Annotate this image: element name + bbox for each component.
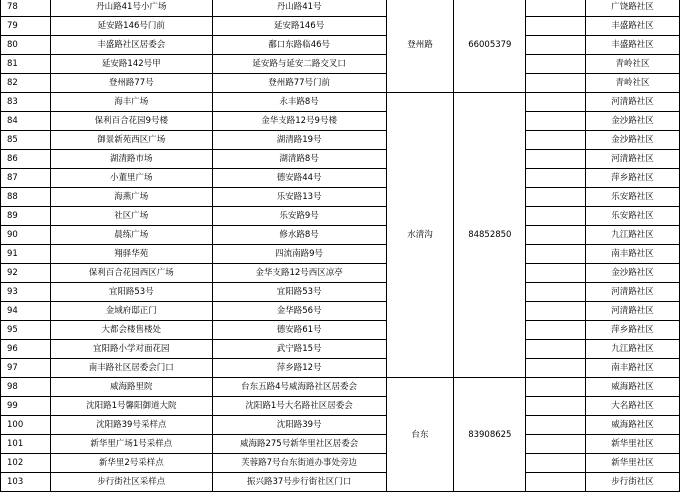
community-name: 南丰路社区: [586, 359, 680, 378]
community-name: 乐安路社区: [586, 207, 680, 226]
row-number: 88: [1, 188, 51, 207]
table-row: [1, 17, 680, 36]
sampling-site-name: 宜阳路53号: [50, 283, 212, 302]
site-address: 永丰路8号: [212, 93, 386, 112]
site-address: 丹山路41号: [212, 0, 386, 17]
blank-cell: [526, 74, 586, 93]
row-number: 78: [1, 0, 51, 17]
row-number: 99: [1, 397, 51, 416]
site-address: 乐安路9号: [212, 207, 386, 226]
blank-cell: [526, 302, 586, 321]
blank-cell: [526, 112, 586, 131]
table-row: [1, 454, 680, 473]
community-name: 九江路社区: [586, 226, 680, 245]
blank-cell: [526, 55, 586, 74]
sampling-site-name: 丰盛路社区居委会: [50, 36, 212, 55]
sampling-site-name: 沈阳路39号采样点: [50, 416, 212, 435]
community-name: 河清路社区: [586, 283, 680, 302]
community-name: 广饶路社区: [586, 0, 680, 17]
table-row: [1, 150, 680, 169]
sampling-site-name: 登州路77号: [50, 74, 212, 93]
blank-cell: [526, 321, 586, 340]
community-name: 丰盛路社区: [586, 17, 680, 36]
blank-cell: [526, 169, 586, 188]
community-name: 威海路社区: [586, 416, 680, 435]
sampling-site-name: 丹山路41号小广场: [50, 0, 212, 17]
blank-cell: [526, 340, 586, 359]
community-name: 金沙路社区: [586, 112, 680, 131]
table-row: [1, 264, 680, 283]
sampling-site-name: 南丰路社区居委会门口: [50, 359, 212, 378]
site-address: 湖清路8号: [212, 150, 386, 169]
community-name: 青岭社区: [586, 74, 680, 93]
sampling-site-name: 御景新苑西区广场: [50, 131, 212, 150]
table-row: [1, 416, 680, 435]
sampling-site-name: 沈阳路1号馨阳御道大院: [50, 397, 212, 416]
row-number: 101: [1, 435, 51, 454]
site-address: 延安路与延安二路交叉口: [212, 55, 386, 74]
community-name: 乐安路社区: [586, 188, 680, 207]
site-address: 四流南路9号: [212, 245, 386, 264]
community-name: 新华里社区: [586, 454, 680, 473]
sampling-site-name: 威海路里院: [50, 378, 212, 397]
community-name: 河清路社区: [586, 150, 680, 169]
community-name: 丰盛路社区: [586, 36, 680, 55]
table-row: [1, 131, 680, 150]
row-number: 92: [1, 264, 51, 283]
sampling-site-name: 翔驿华苑: [50, 245, 212, 264]
row-number: 103: [1, 473, 51, 492]
site-address: 德安路61号: [212, 321, 386, 340]
community-name: 萍乡路社区: [586, 321, 680, 340]
table-row: [1, 321, 680, 340]
site-address: 振兴路37号步行街社区门口: [212, 473, 386, 492]
site-address: 沈阳路1号大名路社区居委会: [212, 397, 386, 416]
blank-cell: [526, 397, 586, 416]
blank-cell: [526, 454, 586, 473]
row-number: 84: [1, 112, 51, 131]
row-number: 82: [1, 74, 51, 93]
blank-cell: [526, 245, 586, 264]
row-number: 96: [1, 340, 51, 359]
blank-cell: [526, 473, 586, 492]
site-address: 威海路275号新华里社区居委会: [212, 435, 386, 454]
sampling-site-name: 湖清路市场: [50, 150, 212, 169]
blank-cell: [526, 150, 586, 169]
table-row: [1, 340, 680, 359]
table-row: [1, 36, 680, 55]
community-name: 九江路社区: [586, 340, 680, 359]
contact-phone: 83908625: [454, 378, 526, 492]
table-body: [1, 0, 680, 492]
blank-cell: [526, 188, 586, 207]
row-number: 94: [1, 302, 51, 321]
row-number: 79: [1, 17, 51, 36]
table-row: [1, 302, 680, 321]
community-name: 威海路社区: [586, 378, 680, 397]
table-row: [1, 359, 680, 378]
row-number: 95: [1, 321, 51, 340]
row-number: 102: [1, 454, 51, 473]
row-number: 97: [1, 359, 51, 378]
row-number: 83: [1, 93, 51, 112]
community-name: 南丰路社区: [586, 245, 680, 264]
community-name: 金沙路社区: [586, 264, 680, 283]
site-address: 芙蓉路7号台东街道办事处旁边: [212, 454, 386, 473]
blank-cell: [526, 207, 586, 226]
blank-cell: [526, 93, 586, 112]
sampling-site-name: 晨练广场: [50, 226, 212, 245]
table-row: [1, 283, 680, 302]
blank-cell: [526, 226, 586, 245]
contact-phone: 66005379: [454, 0, 526, 93]
table-row: [1, 169, 680, 188]
street-area: 台东: [386, 378, 454, 492]
sampling-site-name: 大都会楼售楼处: [50, 321, 212, 340]
sampling-site-name: 宜阳路小学对面花园: [50, 340, 212, 359]
site-address: 武宁路15号: [212, 340, 386, 359]
table-row: [1, 55, 680, 74]
table-row: [1, 93, 680, 112]
row-number: 91: [1, 245, 51, 264]
table-row: [1, 112, 680, 131]
row-number: 100: [1, 416, 51, 435]
community-name: 河清路社区: [586, 93, 680, 112]
sampling-site-name: 新华里2号采样点: [50, 454, 212, 473]
site-address: 登州路77号门前: [212, 74, 386, 93]
site-address: 台东五路4号威海路社区居委会: [212, 378, 386, 397]
site-address: 宜阳路53号: [212, 283, 386, 302]
site-address: 金华支路12号西区凉亭: [212, 264, 386, 283]
site-address: 湖清路19号: [212, 131, 386, 150]
sampling-site-name: 小董里广场: [50, 169, 212, 188]
site-address: 萍乡路12号: [212, 359, 386, 378]
row-number: 87: [1, 169, 51, 188]
site-address: 德安路44号: [212, 169, 386, 188]
sampling-site-name: 保利百合花园9号楼: [50, 112, 212, 131]
site-address: 金华路56号: [212, 302, 386, 321]
blank-cell: [526, 264, 586, 283]
row-number: 98: [1, 378, 51, 397]
row-number: 81: [1, 55, 51, 74]
site-address: 沈阳路39号: [212, 416, 386, 435]
blank-cell: [526, 283, 586, 302]
community-name: 大名路社区: [586, 397, 680, 416]
blank-cell: [526, 36, 586, 55]
sampling-site-name: 金域府邸正门: [50, 302, 212, 321]
site-address: 金华支路12号9号楼: [212, 112, 386, 131]
contact-phone: 84852850: [454, 93, 526, 378]
blank-cell: [526, 17, 586, 36]
table-row: [1, 188, 680, 207]
community-name: 步行街社区: [586, 473, 680, 492]
table-row: [1, 397, 680, 416]
sampling-site-name: 保利百合花园西区广场: [50, 264, 212, 283]
blank-cell: [526, 378, 586, 397]
table-row: [1, 378, 680, 397]
sampling-site-name: 步行街社区采样点: [50, 473, 212, 492]
blank-cell: [526, 416, 586, 435]
community-name: 萍乡路社区: [586, 169, 680, 188]
row-number: 93: [1, 283, 51, 302]
blank-cell: [526, 435, 586, 454]
site-address: 乐安路13号: [212, 188, 386, 207]
street-area: 登州路: [386, 0, 454, 93]
blank-cell: [526, 0, 586, 17]
table-row: [1, 245, 680, 264]
table-row: [1, 0, 680, 17]
sampling-site-name: 社区广场: [50, 207, 212, 226]
sampling-site-name: 海燕广场: [50, 188, 212, 207]
sampling-site-name: 新华里广场1号采样点: [50, 435, 212, 454]
blank-cell: [526, 359, 586, 378]
community-name: 河清路社区: [586, 302, 680, 321]
row-number: 86: [1, 150, 51, 169]
sampling-site-name: 延安路142号甲: [50, 55, 212, 74]
community-name: 金沙路社区: [586, 131, 680, 150]
blank-cell: [526, 131, 586, 150]
community-name: 新华里社区: [586, 435, 680, 454]
table-row: [1, 207, 680, 226]
site-address: 鄱口东路临46号: [212, 36, 386, 55]
table-row: [1, 74, 680, 93]
sampling-site-name: 海丰广场: [50, 93, 212, 112]
table-row: [1, 473, 680, 492]
table-row: [1, 226, 680, 245]
row-number: 80: [1, 36, 51, 55]
row-number: 90: [1, 226, 51, 245]
community-name: 青岭社区: [586, 55, 680, 74]
street-area: 水清沟: [386, 93, 454, 378]
table-row: [1, 435, 680, 454]
row-number: 85: [1, 131, 51, 150]
sampling-site-name: 延安路146号门前: [50, 17, 212, 36]
site-address: 修水路8号: [212, 226, 386, 245]
row-number: 89: [1, 207, 51, 226]
site-address: 延安路146号: [212, 17, 386, 36]
